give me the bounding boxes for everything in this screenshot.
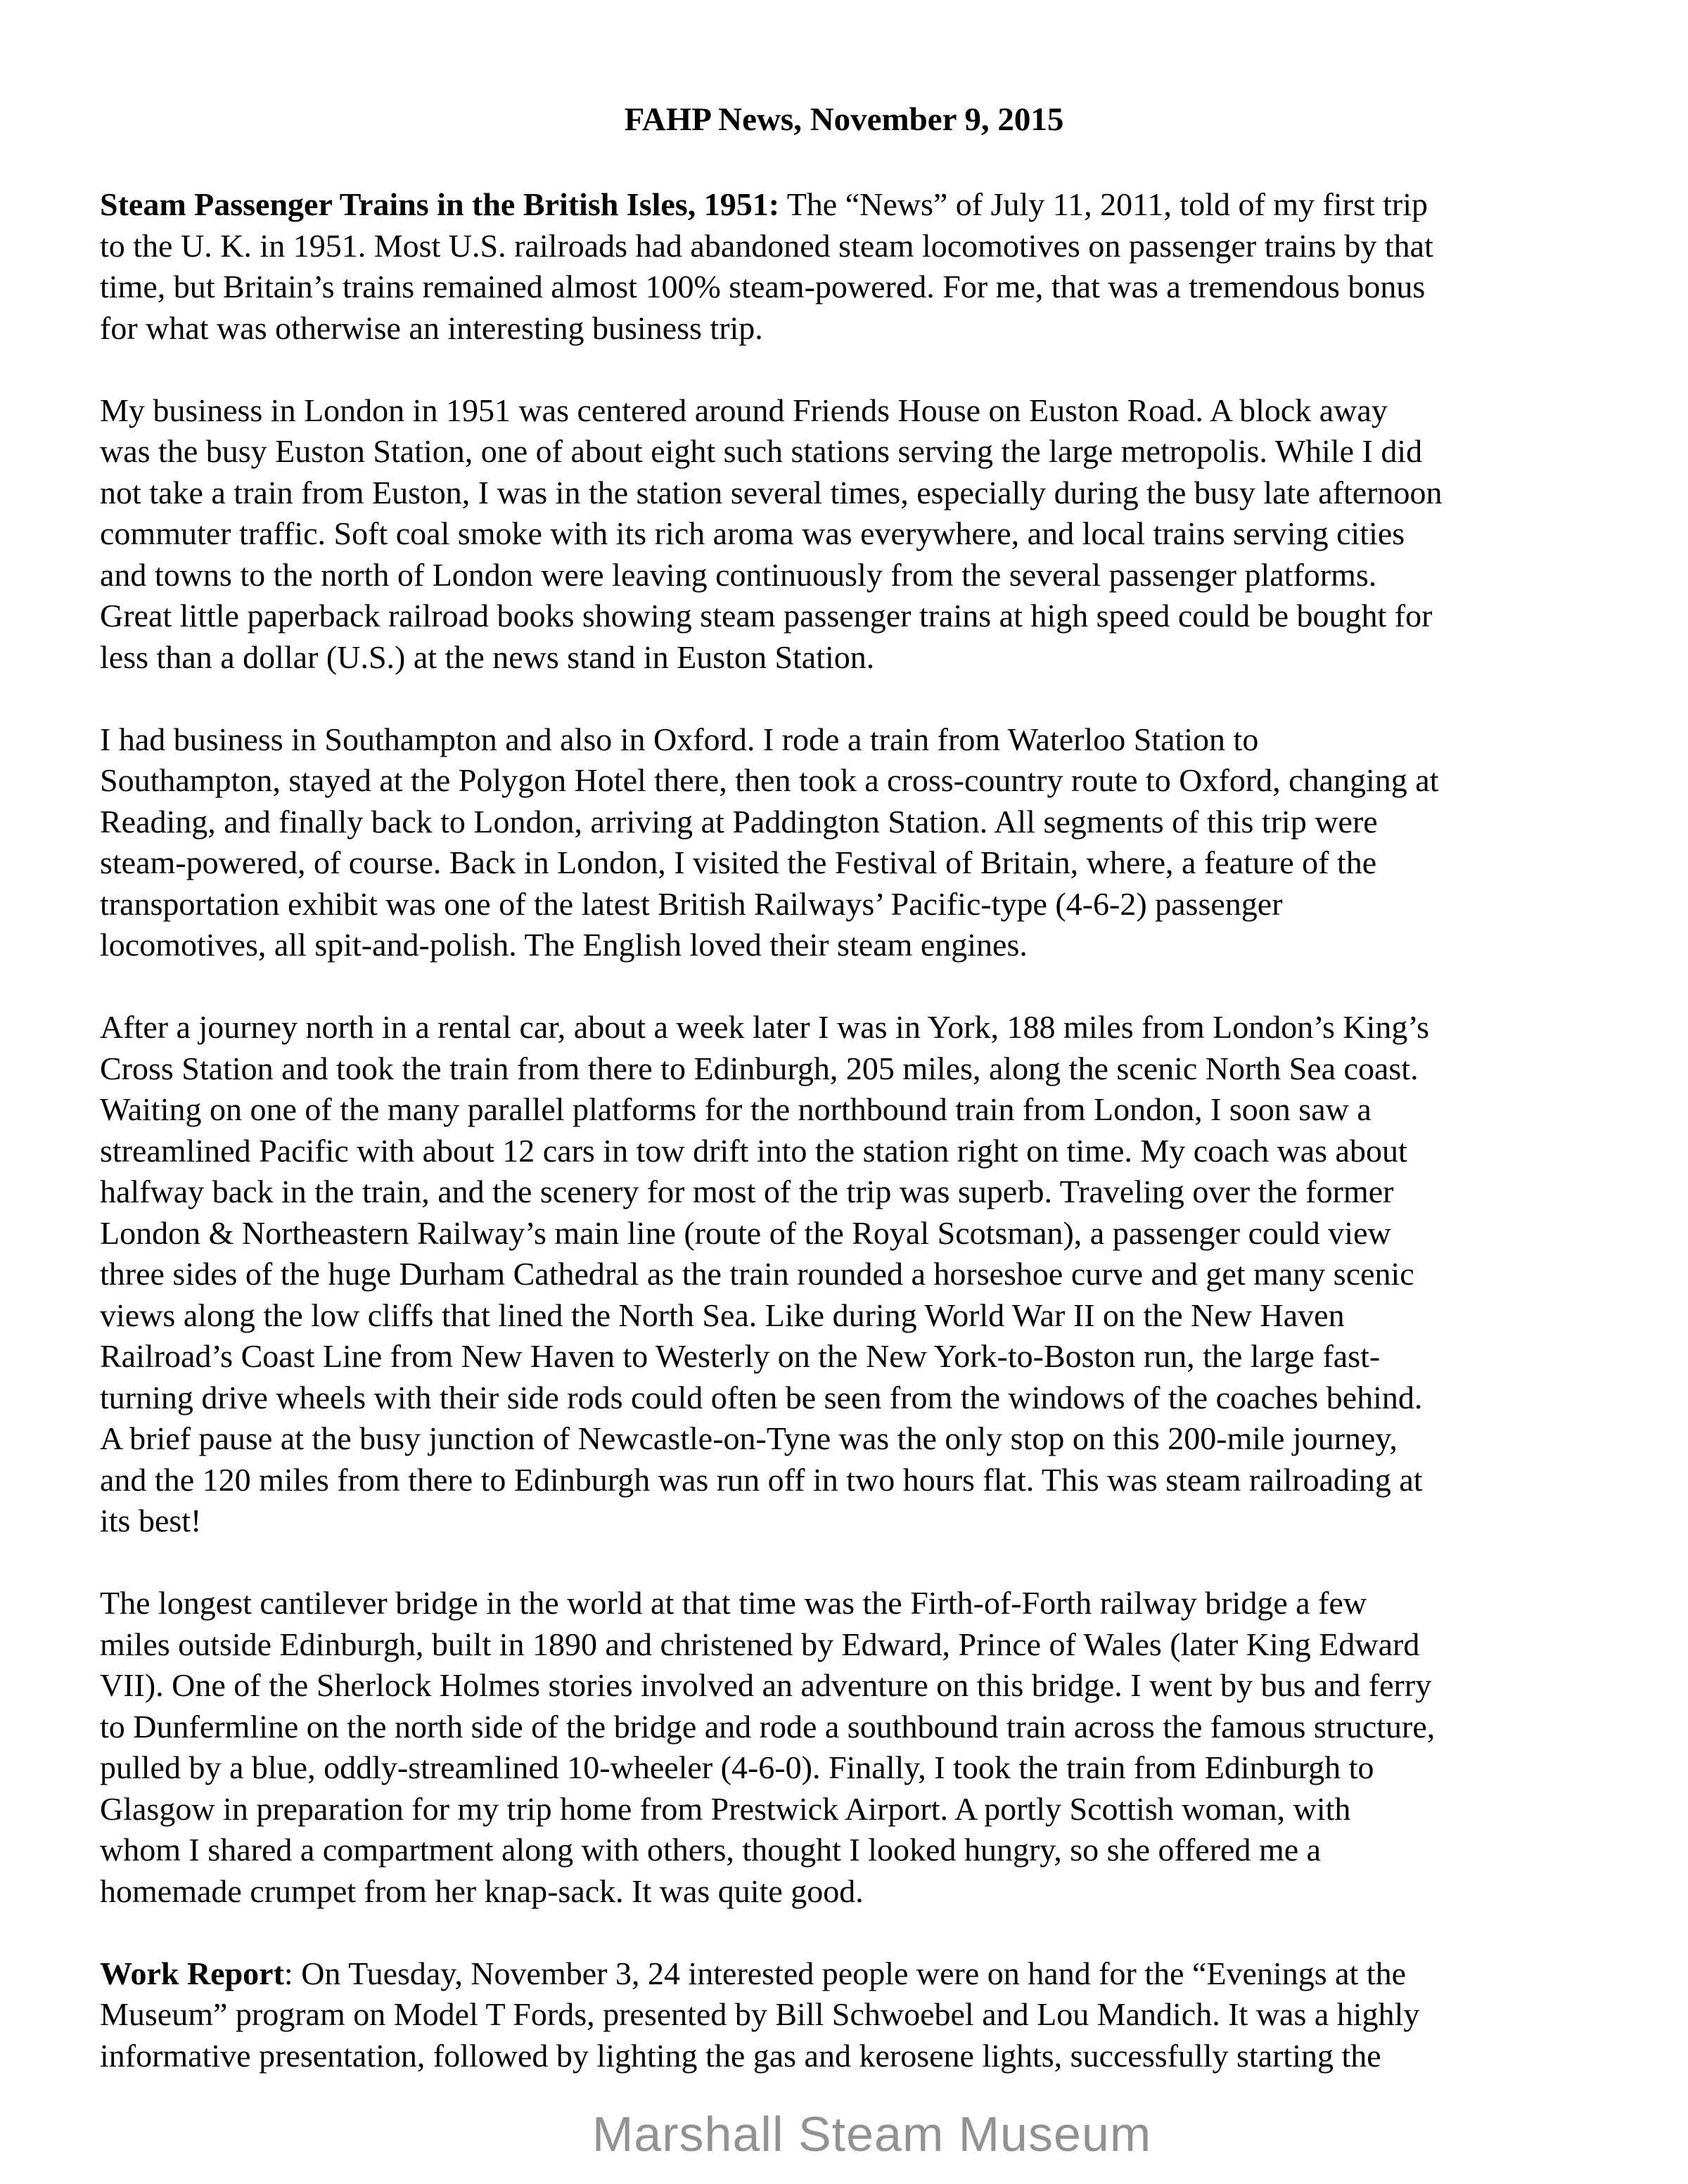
- line-text: The “News” of July 11, 2011, told of my first trip: [779, 186, 1428, 222]
- line-text: for what was otherwise an interesting business trip.: [100, 309, 763, 346]
- text-line: [100, 1295, 1647, 1337]
- line-text: to the U. K. in 1951. Most U.S. railroads had abandoned steam locomotives on passenger trains by that: [100, 227, 1433, 264]
- line-text: halfway back in the train, and the scenery for most of the trip was superb. Traveling over the former: [100, 1174, 1394, 1209]
- text-line: [100, 513, 1647, 555]
- line-text: Railroad’s Coast Line from New Haven to Westerly on the New York-to-Boston run, the large fast-: [100, 1338, 1381, 1374]
- text-line: [100, 1089, 1647, 1131]
- paragraph: [100, 390, 1647, 679]
- text-line: [100, 1007, 1647, 1048]
- text-line: [100, 760, 1647, 802]
- text-line: [100, 2036, 1647, 2077]
- text-line: [100, 1747, 1647, 1789]
- page-title: FAHP News, November 9, 2015: [624, 101, 1064, 138]
- text-line: [100, 1624, 1647, 1666]
- text-line: [100, 1665, 1647, 1707]
- text-line: [100, 925, 1647, 966]
- text-line: [100, 1048, 1647, 1090]
- line-text: steam-powered, of course. Back in London, I visited the Festival of Britain, where, a feature of the: [100, 844, 1377, 880]
- line-text: whom I shared a compartment along with others, thought I looked hungry, so she offered me a: [100, 1832, 1322, 1868]
- line-text: less than a dollar (U.S.) at the news stand in Euston Station.: [100, 638, 875, 675]
- text-line: [100, 1871, 1647, 1913]
- paragraph: [100, 1583, 1647, 1912]
- line-text: turning drive wheels with their side rods could often be seen from the windows of the coaches behind.: [100, 1379, 1423, 1415]
- line-text: commuter traffic. Soft coal smoke with its rich aroma was everywhere, and local trains serving cities: [100, 515, 1405, 551]
- paragraph: [100, 1007, 1647, 1542]
- text-line: [100, 473, 1647, 514]
- line-text: and towns to the north of London were leaving continuously from the several passenger platforms.: [100, 556, 1377, 593]
- text-line: [100, 1789, 1647, 1830]
- line-text: Waiting on one of the many parallel platforms for the northbound train from London, I soon saw a: [100, 1091, 1372, 1127]
- line-text: Museum” program on Model T Fords, presented by Bill Schwoebel and Lou Mandich. It was a highly: [100, 1996, 1420, 2032]
- line-text: locomotives, all spit-and-polish. The English loved their steam engines.: [100, 927, 1028, 963]
- line-text: My business in London in 1951 was centered around Friends House on Euston Road. A block away: [100, 392, 1388, 428]
- text-line: [100, 1336, 1647, 1377]
- text-line: [100, 1460, 1647, 1501]
- text-line: [100, 1583, 1647, 1624]
- article-body: [100, 184, 1647, 2118]
- text-line: [100, 1707, 1647, 1748]
- text-line: [100, 1254, 1647, 1295]
- paragraph: [100, 184, 1647, 349]
- text-line: [100, 1953, 1647, 1995]
- line-text: pulled by a blue, oddly-streamlined 10-wheeler (4-6-0). Finally, I took the train from Edinburgh to: [100, 1749, 1374, 1785]
- text-line: [100, 390, 1647, 432]
- text-line: [100, 884, 1647, 925]
- line-text: was the busy Euston Station, one of about eight such stations serving the large metropolis. While I did: [100, 433, 1423, 469]
- line-text: streamlined Pacific with about 12 cars in tow drift into the station right on time. My coach was about: [100, 1132, 1407, 1169]
- text-line: [100, 555, 1647, 596]
- line-text: homemade crumpet from her knap-sack. It was quite good.: [100, 1873, 864, 1909]
- text-line: [100, 308, 1647, 349]
- text-line: [100, 1171, 1647, 1213]
- line-text: VII). One of the Sherlock Holmes stories involved an adventure on this bridge. I went by bus and ferry: [100, 1667, 1432, 1703]
- text-line: [100, 266, 1647, 308]
- text-line: [100, 1418, 1647, 1460]
- line-text: Glasgow in preparation for my trip home from Prestwick Airport. A portly Scottish woman, with: [100, 1790, 1351, 1827]
- line-text: time, but Britain’s trains remained almost 100% steam-powered. For me, that was a tremendous bonus: [100, 269, 1426, 304]
- line-text: After a journey north in a rental car, about a week later I was in York, 188 miles from London’s King’s: [100, 1009, 1430, 1045]
- line-text: Cross Station and took the train from there to Edinburgh, 205 miles, along the scenic North Sea coast.: [100, 1050, 1419, 1086]
- line-text: transportation exhibit was one of the latest British Railways’ Pacific-type (4-6-2) passenger: [100, 885, 1283, 922]
- line-text: A brief pause at the busy junction of Newcastle-on-Tyne was the only stop on this 200-mile journey,: [100, 1420, 1398, 1456]
- line-text: Southampton, stayed at the Polygon Hotel there, then took a cross-country route to Oxford, changing at: [100, 762, 1439, 798]
- line-text: London & Northeastern Railway’s main line (route of the Royal Scotsman), a passenger could view: [100, 1214, 1391, 1251]
- text-line: [100, 1131, 1647, 1172]
- text-line: [100, 842, 1647, 884]
- line-text: I had business in Southampton and also in Oxford. I rode a train from Waterloo Station to: [100, 721, 1259, 757]
- line-text: to Dunfermline on the north side of the bridge and rode a southbound train across the famous structure,: [100, 1708, 1436, 1745]
- text-line: [100, 1213, 1647, 1254]
- line-text: three sides of the huge Durham Cathedral as the train rounded a horseshoe curve and get many scenic: [100, 1256, 1414, 1292]
- text-line: [100, 226, 1647, 267]
- text-line: [100, 431, 1647, 473]
- paragraph: [100, 1953, 1647, 2077]
- line-text: The longest cantilever bridge in the world at that time was the Firth-of-Forth railway bridge a few: [100, 1585, 1367, 1621]
- watermark: Marshall Steam Museum: [592, 2107, 1152, 2161]
- line-text: informative presentation, followed by lighting the gas and kerosene lights, successfully starting the: [100, 2037, 1381, 2074]
- line-text: miles outside Edinburgh, built in 1890 and christened by Edward, Prince of Wales (later King Edward: [100, 1626, 1420, 1662]
- text-line: [100, 802, 1647, 843]
- line-text: views along the low cliffs that lined the North Sea. Like during World War II on the New Haven: [100, 1297, 1345, 1333]
- text-line: [100, 1501, 1647, 1542]
- line-text: not take a train from Euston, I was in the station several times, especially during the busy late afternoon: [100, 474, 1443, 510]
- text-line: [100, 1830, 1647, 1871]
- text-line: [100, 1377, 1647, 1419]
- line-text: Great little paperback railroad books showing steam passenger trains at high speed could be bought for: [100, 598, 1433, 634]
- section-heading: Work Report: [100, 1955, 284, 1991]
- line-text: and the 120 miles from there to Edinburgh was run off in two hours flat. This was steam railroading at: [100, 1461, 1423, 1498]
- text-line: [100, 184, 1647, 226]
- line-text: : On Tuesday, November 3, 24 interested people were on hand for the “Evenings at the: [283, 1955, 1407, 1991]
- line-text: Reading, and finally back to London, arriving at Paddington Station. All segments of this trip were: [100, 803, 1378, 840]
- text-line: [100, 596, 1647, 637]
- section-heading: Steam Passenger Trains in the British Isles, 1951:: [100, 186, 780, 222]
- text-line: [100, 719, 1647, 761]
- text-line: [100, 1994, 1647, 2036]
- line-text: its best!: [100, 1503, 202, 1539]
- text-line: [100, 637, 1647, 679]
- paragraph: [100, 719, 1647, 966]
